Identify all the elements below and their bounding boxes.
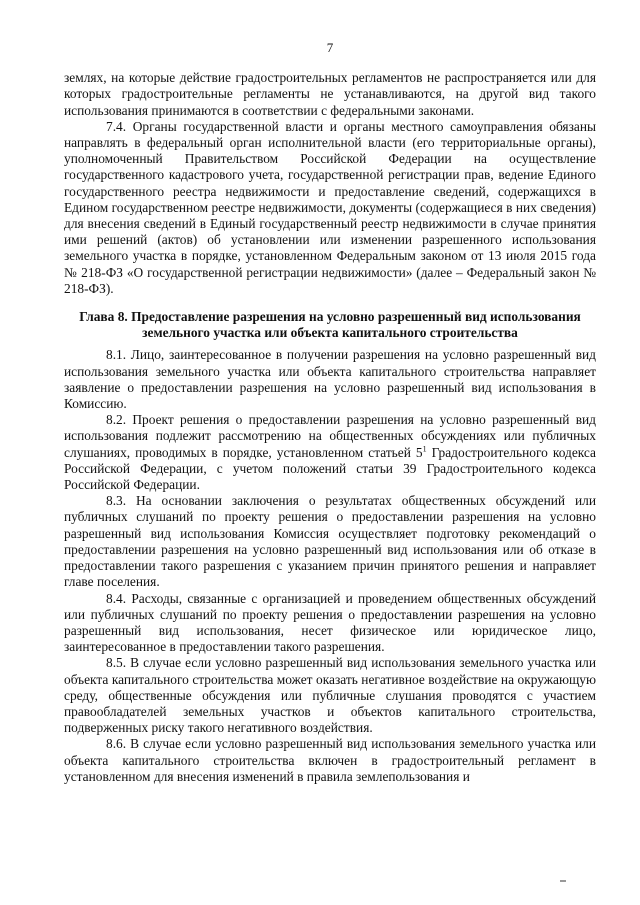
paragraph-8-2-text: 8.2. Проект решения о предоставлении разрешения на условно разрешенный вид использования подлежит рассмотрению на общественных обсуждениях или публичных слушаниях, проводимых в порядке, установленном статьей 5 bbox=[64, 412, 596, 460]
paragraph-8-2-text-end: Градостроительного кодекса Российской Федерации, с учетом положений статьи 39 Градостроительного кодекса Российской Федерации. bbox=[64, 444, 596, 493]
page-number: 7 bbox=[326, 40, 334, 55]
paragraph-8-2 bbox=[64, 412, 596, 493]
document-page bbox=[64, 40, 596, 785]
paragraph-8-6: 8.6. В случае если условно разрешенный вид использования земельного участка или объекта капитального строительства включен в градостроительный регламент в установленном для внесения изменений в правила землепользования и bbox=[64, 736, 596, 784]
paragraph-8-3: 8.3. На основании заключения о результатах общественных обсуждений или публичных слушаний по проекту решения о предоставлении разрешения на условно разрешенный вид использования Комиссия осуществляет подготовку рекомендаций о предоставлении разрешения на условно разрешенный вид использования или об отказе в предоставлении такого разрешения с указанием причин принятого решения и направляет главе поселения. bbox=[64, 493, 596, 590]
paragraph-8-4: 8.4. Расходы, связанные с организацией и проведением общественных обсуждений или публичных слушаний по проекту решения о предоставлении разрешения на условно разрешенный вид использования, несет физическое или юридическое лицо, заинтересованное в предоставлении такого разрешения. bbox=[64, 590, 596, 655]
paragraph-8-5: 8.5. В случае если условно разрешенный вид использования земельного участка или объекта капитального строительства может оказать негативное воздействие на окружающую среду, общественные обсуждения или публичные слушания проводятся с участием правообладателей земельных участков и объектов капитального строительства, подверженных риску такого негативного воздействия. bbox=[64, 655, 596, 736]
paragraph-7-4: 7.4. Органы государственной власти и органы местного самоуправления обязаны направлять в федеральный орган исполнительной власти (его территориальные органы), уполномоченный Правительством Российской Федерации на осуществление государственного кадастрового учета, государственной регистрации прав, ведение Единого государственного реестра недвижимости и предоставление сведений, содержащихся в Едином государственном реестре недвижимости, документы (содержащиеся в них сведения) для внесения сведений в Единый государственный реестр недвижимости в случае принятия ими решений (актов) об установлении или изменении разрешенного использования земельного участка в порядке, установленном Федеральным законом от 13 июля 2015 года № 218-ФЗ «О государственной регистрации недвижимости» (далее – Федеральный закон № 218-ФЗ). bbox=[64, 118, 596, 296]
chapter-8-heading: Глава 8. Предоставление разрешения на условно разрешенный вид использования земельного участка или объекта капитального строительства bbox=[79, 309, 581, 341]
paragraph-land-use: землях, на которые действие градостроительных регламентов не распространяется или для которых градостроительные регламенты не устанавливаются, на другой вид такого использования принимаются в соответствии с федеральными законами. bbox=[64, 70, 596, 118]
scan-mark bbox=[560, 880, 566, 882]
paragraph-8-1: 8.1. Лицо, заинтересованное в получении разрешения на условно разрешенный вид использования земельного участка или объекта капитального строительства направляет заявление о предоставлении разрешения на условно разрешенный вид использования в Комиссию. bbox=[64, 347, 596, 412]
article-superscript: 1 bbox=[422, 444, 427, 454]
